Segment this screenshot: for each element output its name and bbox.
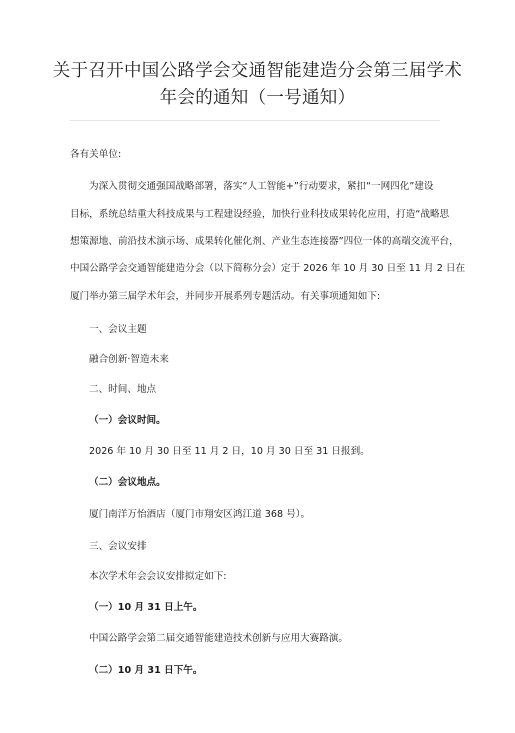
section-1-theme: 融合创新·智造未来 xyxy=(89,354,169,365)
place-subheading: （二）会议地点。 xyxy=(89,477,166,488)
title-line-2: 年会的通知（一号通知） xyxy=(159,88,356,108)
salutation: 各有关单位: xyxy=(70,149,122,160)
section-2-heading: 二、时间、地点 xyxy=(89,384,157,395)
intro-line-4: 中国公路学会交通智能建造分会（以下简称分会）定于 2026 年 10 月 30 日至 11 月 2 日在 xyxy=(70,263,466,274)
arrangement-item-1-heading: （一）10 月 31 日上午。 xyxy=(89,602,203,613)
intro-line-5: 厦门举办第三届学术年会，并同步开展系列专题活动。有关事项通知如下: xyxy=(70,291,381,302)
title-line-1: 关于召开中国公路学会交通智能建造分会第三届学术 xyxy=(52,61,463,81)
section-3-heading: 三、会议安排 xyxy=(89,541,147,552)
arrangement-item-2-heading: （二）10 月 31 日下午。 xyxy=(89,665,203,676)
intro-line-1: 为深入贯彻交通强国战略部署，落实“人工智能+”行动要求，紧扣“一网四化”建设 xyxy=(89,181,434,192)
meeting-place: 厦门南洋万怡酒店（厦门市翔安区鸿江道 368 号）。 xyxy=(89,509,311,520)
time-subheading: （一）会议时间。 xyxy=(89,415,166,426)
page-title xyxy=(40,58,475,112)
intro-line-3: 想策源地、前沿技术演示场、成果转化催化剂、产业生态连接器”四位一体的高端交流平台， xyxy=(70,236,459,247)
section-1-heading: 一、会议主题 xyxy=(89,324,147,335)
title-divider xyxy=(70,120,440,121)
arrangement-item-1: 中国公路学会第二届交通智能建造技术创新与应用大赛路演。 xyxy=(89,633,349,644)
meeting-time: 2026 年 10 月 30 日至 11 月 2 日，10 月 30 日至 31 日报到。 xyxy=(89,446,370,457)
intro-line-2: 目标，系统总结重大科技成果与工程建设经验，加快行业科技成果转化应用，打造“战略思 xyxy=(70,209,450,220)
arrangement-intro: 本次学术年会会议安排拟定如下: xyxy=(89,571,227,582)
